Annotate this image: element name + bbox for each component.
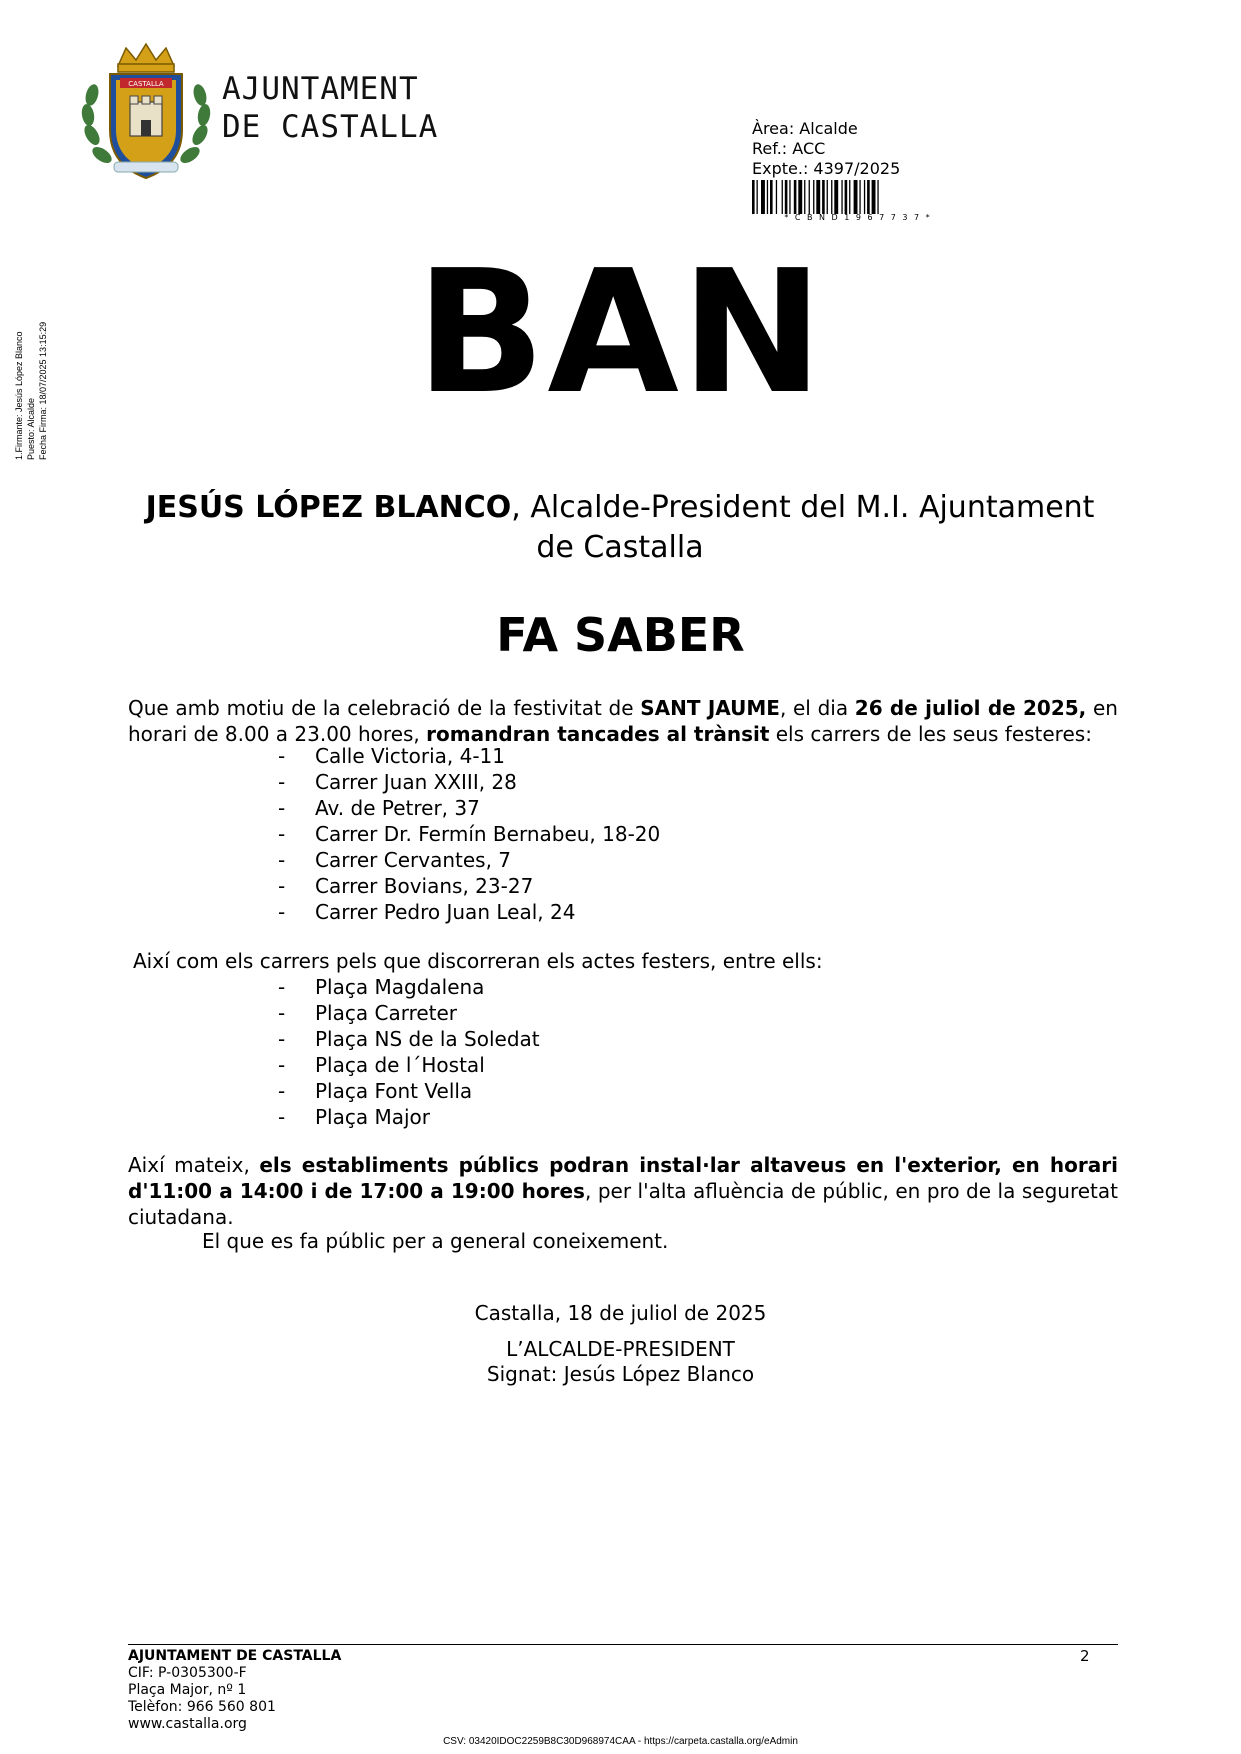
area-label: Àrea: Alcalde — [752, 119, 858, 138]
intro-text-2: , el dia — [779, 696, 855, 720]
mayor-role: , Alcalde-President del M.I. Ajuntament de Castalla — [511, 490, 1095, 565]
list-item: - Av. de Petrer, 37 — [315, 795, 660, 821]
list-item: - Plaça Magdalena — [315, 974, 540, 1000]
list-item: - Plaça NS de la Soledat — [315, 1026, 540, 1052]
file-number-label: Expte.: 4397/2025 — [752, 159, 901, 178]
place-date: Castalla, 18 de juliol de 2025 — [474, 1301, 767, 1325]
speakers-text-2: , per l'alta afluència de públic, en pro de la seguretat ciutadana. — [128, 1179, 1118, 1229]
speakers-paragraph — [128, 1152, 1118, 1230]
signature-stamp-line3: Fecha Firma: 18/07/2025 13:15:29 — [38, 321, 48, 460]
signature-role: L’ALCALDE-PRESIDENT — [506, 1337, 735, 1361]
csv-verification-code: CSV: 03420IDOC2259B8C30D968974CAA - https://carpeta.castalla.org/eAdmin — [443, 1736, 798, 1747]
list-item: - Plaça Carreter — [315, 1000, 540, 1026]
streets-list — [315, 743, 660, 925]
footer-cif: CIF: P-0305300-F — [128, 1665, 247, 1681]
footer-address: Plaça Major, nº 1 — [128, 1682, 247, 1698]
list-item: - Plaça Major — [315, 1104, 540, 1130]
intro-paragraph — [128, 695, 1118, 747]
festivity-date: 26 de juliol de 2025, — [854, 696, 1087, 720]
page-number: 2 — [1080, 1647, 1090, 1665]
intro-text-4: els carrers de les seus festeres: — [769, 722, 1092, 746]
barcode-text: * C B N D 1 9 6 7 7 3 7 * — [784, 213, 932, 222]
footer-phone: Telèfon: 966 560 801 — [128, 1699, 276, 1715]
closure-notice: romandran tancades al trànsit — [426, 722, 770, 746]
footer-divider — [128, 1644, 1118, 1645]
footer-web: www.castalla.org — [128, 1716, 247, 1732]
mayor-statement — [130, 488, 1110, 568]
speakers-text-1: Així mateix, — [128, 1153, 260, 1177]
barcode — [752, 180, 964, 214]
closing-line: El que es fa públic per a general coneixement. — [202, 1229, 669, 1253]
list-item: - Carrer Bovians, 23-27 — [315, 873, 660, 899]
footer-org: AJUNTAMENT DE CASTALLA — [128, 1648, 342, 1664]
list-item: - Carrer Cervantes, 7 — [315, 847, 660, 873]
list-item: - Plaça de l´Hostal — [315, 1052, 540, 1078]
intro-text-1: Que amb motiu de la celebració de la festivitat de — [128, 696, 641, 720]
festivity-name: SANT JAUME — [640, 696, 780, 720]
signature-signed: Signat: Jesús López Blanco — [486, 1362, 755, 1386]
svg-text:CASTALLA: CASTALLA — [128, 80, 164, 88]
document-title: BAN — [415, 234, 826, 432]
list-item: - Calle Victoria, 4-11 — [315, 743, 660, 769]
speakers-notice: els establiments públics podran instal·lar altaveus en l'exterior, en horari d'11:00 a 14:00 i de 17:00 a 19:00 hores — [128, 1153, 1118, 1203]
squares-intro: Així com els carrers pels que discorreran els actes festers, entre ells: — [133, 949, 823, 973]
subtitle: FA SABER — [496, 608, 745, 662]
list-item: - Plaça Font Vella — [315, 1078, 540, 1104]
list-item: - Carrer Juan XXIII, 28 — [315, 769, 660, 795]
signature-stamp-line2: Puesto: Alcalde — [26, 397, 36, 460]
org-name-line1: AJUNTAMENT — [222, 71, 419, 107]
mayor-name: JESÚS LÓPEZ BLANCO — [145, 490, 512, 525]
municipal-crest-logo — [78, 40, 214, 185]
list-item: - Carrer Dr. Fermín Bernabeu, 18-20 — [315, 821, 660, 847]
squares-list — [315, 974, 540, 1130]
signature-stamp-line1: 1.Firmante: Jesús López Blanco — [14, 331, 24, 460]
intro-text-3: en horari de 8.00 a 23.00 hores, — [128, 696, 1118, 746]
org-name-line2: DE CASTALLA — [222, 109, 439, 145]
reference-label: Ref.: ACC — [752, 139, 826, 158]
list-item: - Carrer Pedro Juan Leal, 24 — [315, 899, 660, 925]
